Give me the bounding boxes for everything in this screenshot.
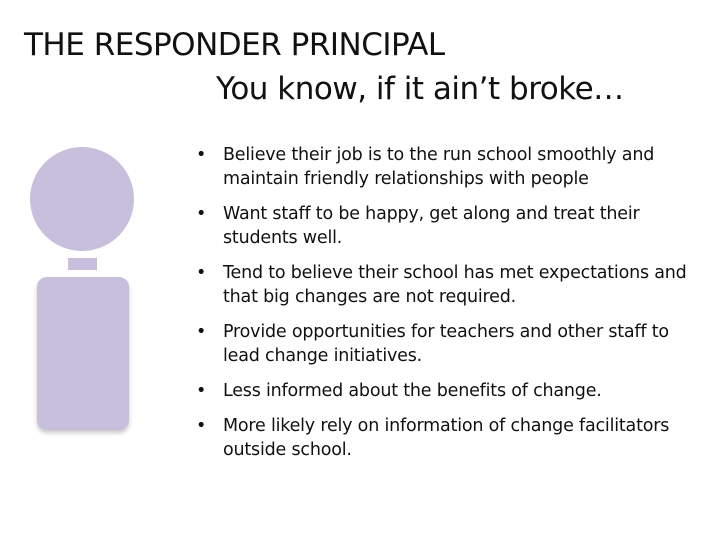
bullet-icon: • [196, 145, 207, 165]
bullet-item [196, 202, 701, 250]
bullet-item [196, 320, 701, 368]
bullet-list [196, 143, 701, 473]
slide-title: THE RESPONDER PRINCIPAL [24, 27, 445, 63]
bullet-icon: • [196, 381, 207, 401]
bullet-icon: • [196, 322, 207, 342]
bullet-icon: • [196, 204, 207, 224]
bullet-text: Provide opportunities for teachers and other staff to lead change initiatives. [223, 322, 669, 366]
bullet-item [196, 414, 701, 462]
bullet-text: More likely rely on information of change facilitators outside school. [223, 416, 670, 460]
person-figure-body [37, 277, 129, 430]
bullet-text: Want staff to be happy, get along and treat their students well. [223, 204, 640, 248]
bullet-icon: • [196, 416, 207, 436]
person-figure-head [30, 147, 134, 251]
person-figure-neck [68, 258, 97, 270]
bullet-text: Believe their job is to the run school smoothly and maintain friendly relationships with people [223, 145, 655, 189]
bullet-item [196, 379, 701, 403]
bullet-item [196, 261, 701, 309]
bullet-text: Less informed about the benefits of change. [223, 381, 602, 401]
bullet-icon: • [196, 263, 207, 283]
bullet-text: Tend to believe their school has met expectations and that big changes are not required. [223, 263, 687, 307]
slide-subtitle: You know, if it ain’t broke… [216, 71, 624, 107]
bullet-item [196, 143, 701, 191]
